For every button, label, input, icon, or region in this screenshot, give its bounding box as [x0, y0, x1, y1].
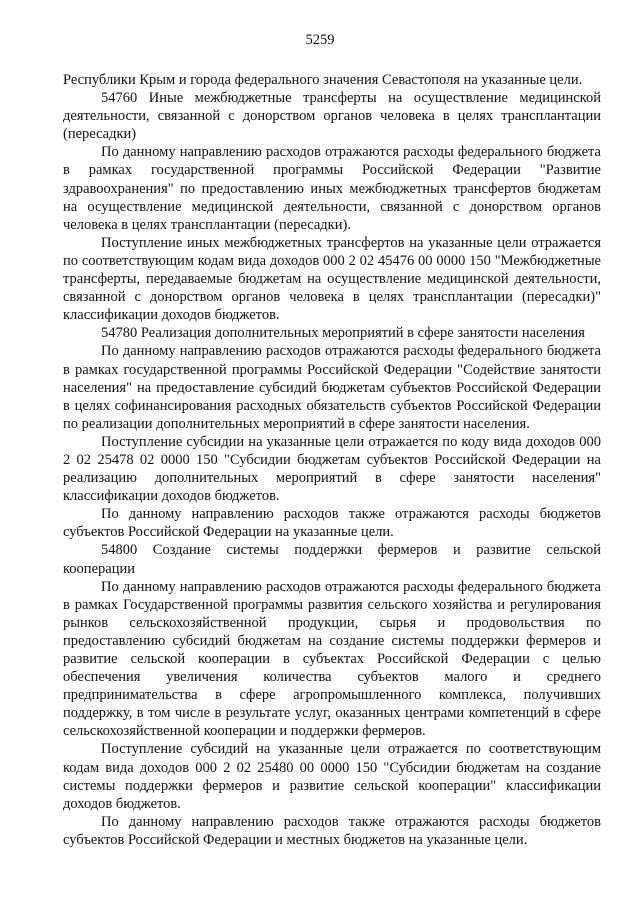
- paragraph: Поступление субсидий на указанные цели отражается по соответствующим кодам вида доходов 000 2 02 25480 00 0000 150 "Субсидии бюджетам на создание системы поддержки фермеров и развитие сельской кооперации" классификации доходов бюджетов.: [63, 741, 601, 812]
- paragraph-continuation: Республики Крым и города федерального значения Севастополя на указанные цели.: [63, 72, 583, 88]
- document-body: [63, 71, 601, 849]
- paragraph: По данному направлению расходов также отражаются расходы бюджетов субъектов Российской Федерации и местных бюджетов на указанные цели.: [63, 813, 601, 848]
- paragraph: Поступление иных межбюджетных трансфертов на указанные цели отражается по соответствующим кодам вида доходов 000 2 02 45476 00 0000 150 "Межбюджетные трансферты, передаваемые бюджетам на осуществление медицинской деятельности, связанной с донорством органов человека в целях трансплантации (пересадки)" классификации доходов бюджетов.: [63, 234, 601, 324]
- paragraph: По данному направлению расходов отражаются расходы федерального бюджета в рамках государственной программы Российской Федерации "Развитие здравоохранения" по предоставлению иных межбюджетных трансфертов бюджетам на осуществление медицинской деятельности, связанной с донорством органов человека в целях трансплантации (пересадки).: [63, 144, 601, 233]
- section-heading-54800: 54800 Создание системы поддержки фермеров и развитие сельской кооперации: [63, 542, 601, 577]
- paragraph: По данному направлению расходов отражаются расходы федерального бюджета в рамках Государственной программы развития сельского хозяйства и регулирования рынков сельскохозяйственной продукции, сырья и продовольствия по предоставлению субсидий бюджетам на создание системы поддержки фермеров и развитие сельской кооперации в субъектах Российской Федерации с целью обеспечения увеличения количества субъектов малого и среднего предпринимательства в сфере агропромышленного комплекса, получивших поддержку, в том числе в результате услуг, оказанных центрами компетенций в сфере сельскохозяйственной кооперации и поддержки фермеров.: [63, 578, 601, 740]
- paragraph: По данному направлению расходов отражаются расходы федерального бюджета в рамках государственной программы Российской Федерации "Содействие занятости населения" на предоставление субсидий бюджетам субъектов Российской Федерации в целях софинансирования расходных обязательств субъектов Российской Федерации по реализации дополнительных мероприятий в сфере занятости населения.: [63, 343, 601, 432]
- section-heading-54760: 54760 Иные межбюджетные трансферты на осуществление медицинской деятельности, связанной с донорством органов человека в целях трансплантации (пересадки): [63, 90, 601, 143]
- paragraph: Поступление субсидии на указанные цели отражается по коду вида доходов 000 2 02 25478 02 0000 150 "Субсидии бюджетам субъектов Российской Федерации на реализацию дополнительных мероприятий в сфере занятости населения" классификации доходов бюджетов.: [63, 433, 601, 505]
- page-number: 5259: [305, 32, 335, 48]
- section-heading-54780: 54780 Реализация дополнительных мероприятий в сфере занятости населения: [101, 325, 585, 342]
- paragraph: По данному направлению расходов также отражаются расходы бюджетов субъектов Российской Федерации на указанные цели.: [63, 506, 601, 541]
